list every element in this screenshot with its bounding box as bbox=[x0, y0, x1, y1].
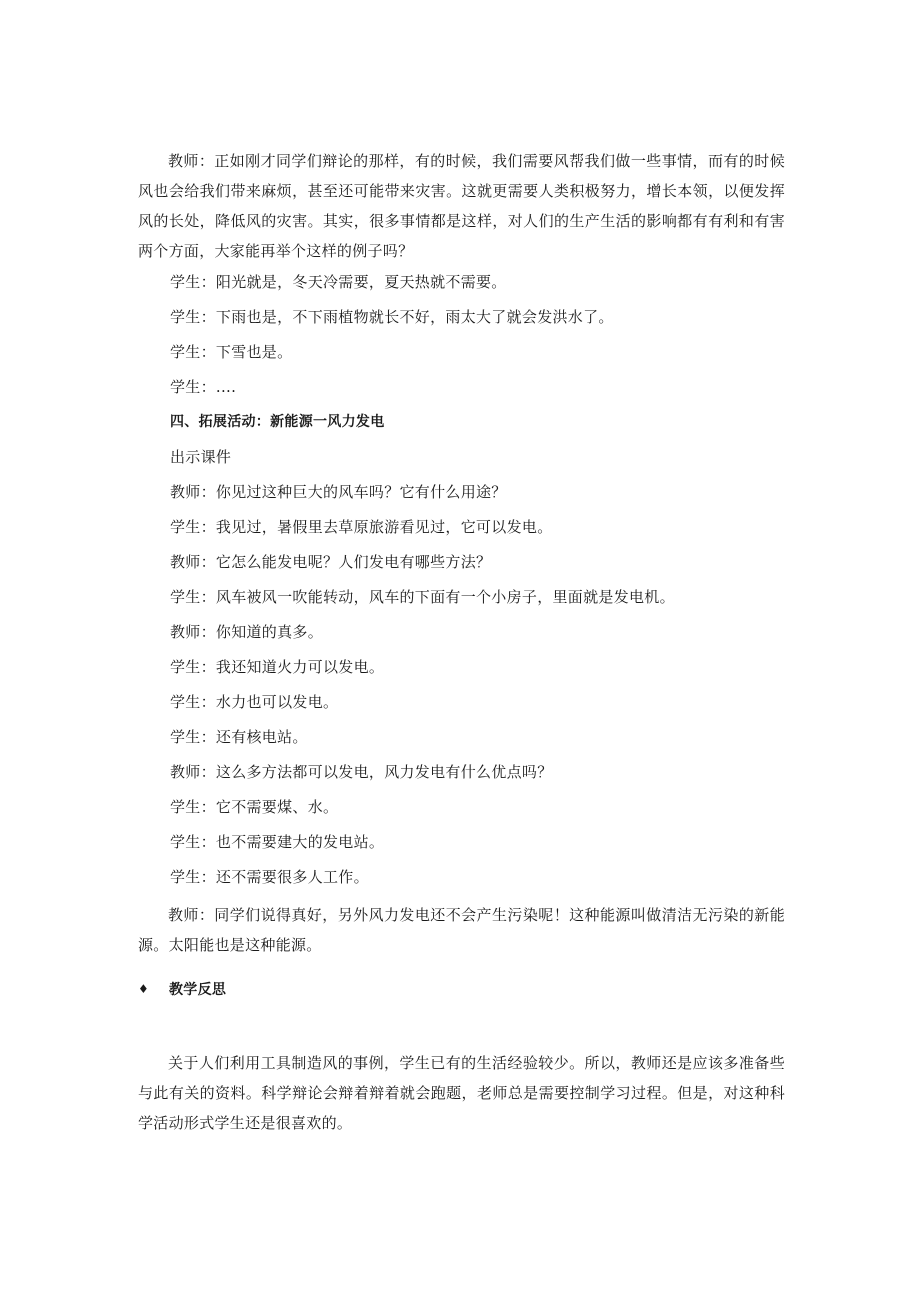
student-line: 学生：阳光就是，冬天冷需要，夏天热就不需要。 bbox=[170, 273, 507, 291]
teacher-opening-paragraph: 教师：正如刚才同学们辩论的那样，有的时候，我们需要风帮我们做一些事情，而有的时候风也会给我们带来麻烦，甚至还可能带来灾害。这就更需要人类积极努力，增长本领，以便发挥风的长处，降低风的灾害。其实，很多事情都是这样，对人们的生产生活的影响都有有利和有害两个方面，大家能再举个这样的例子吗？ bbox=[138, 152, 785, 260]
dialogue-line: 学生：风车被风一吹能转动，风车的下面有一个小房子，里面就是发电机。 bbox=[170, 588, 675, 606]
reflection-header bbox=[138, 977, 785, 1001]
dialogue-line: 教师：这么多方法都可以发电，风力发电有什么优点吗？ bbox=[170, 763, 553, 781]
dialogue-line: 学生：也不需要建大的发电站。 bbox=[170, 833, 385, 851]
dialogue-line: 学生：还有核电站。 bbox=[170, 728, 308, 746]
section-heading: 四、拓展活动：新能源一风力发电 bbox=[170, 414, 385, 430]
dialogue-line: 教师：你见过这种巨大的风车吗？它有什么用途？ bbox=[170, 483, 507, 501]
student-line: 学生：.... bbox=[170, 378, 237, 396]
dialogue-line: 教师：它怎么能发电呢？人们发电有哪些方法？ bbox=[170, 553, 492, 571]
document-body bbox=[138, 146, 785, 1143]
diamond-bullet-icon: ♦ bbox=[138, 982, 149, 996]
dialogue-line: 教师：你知道的真多。 bbox=[170, 623, 324, 641]
dialogue-line: 学生：水力也可以发电。 bbox=[170, 693, 339, 711]
dialogue-line: 学生：还不需要很多人工作。 bbox=[170, 868, 369, 886]
dialogue-line: 学生：它不需要煤、水。 bbox=[170, 798, 339, 816]
dialogue-line: 学生：我见过，暑假里去草原旅游看见过，它可以发电。 bbox=[170, 518, 553, 536]
dialogue-line: 学生：我还知道火力可以发电。 bbox=[170, 658, 385, 676]
student-line: 学生：下雪也是。 bbox=[170, 343, 293, 361]
student-line: 学生：下雨也是，不下雨植物就长不好，雨太大了就会发洪水了。 bbox=[170, 308, 614, 326]
courseware-note: 出示课件 bbox=[170, 448, 232, 466]
reflection-title: 教学反思 bbox=[169, 982, 227, 998]
reflection-paragraph: 关于人们利用工具制造风的事例，学生已有的生活经验较少。所以，教师还是应该多准备些与此有关的资料。科学辩论会辩着辩着就会跑题，老师总是需要控制学习过程。但是，对这种科学活动形式学生还是很喜欢的。 bbox=[138, 1054, 785, 1132]
teacher-closing-paragraph: 教师：同学们说得真好，另外风力发电还不会产生污染呢！这种能源叫做清洁无污染的新能源。太阳能也是这种能源。 bbox=[138, 906, 785, 954]
